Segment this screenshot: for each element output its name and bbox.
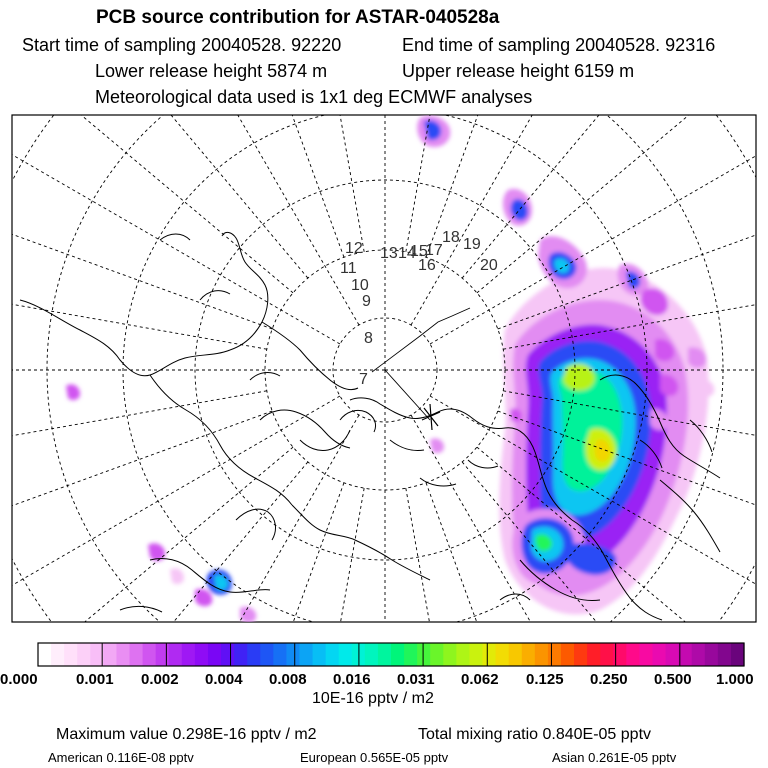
colorbar-cell [574, 643, 588, 666]
meteorological-data-note: Meteorological data used is 1x1 deg ECMWF analyses [95, 87, 533, 107]
traj-label-20: 20 [480, 257, 498, 274]
colorbar-cell [535, 643, 549, 666]
colorbar-cell [143, 643, 157, 666]
colorbar-cell [339, 643, 353, 666]
colorbar-tick-label: 0.125 [526, 671, 564, 688]
colorbar-cell [391, 643, 405, 666]
colorbar-cell [38, 643, 52, 666]
colorbar-cell [705, 643, 719, 666]
colorbar-cell [313, 643, 327, 666]
colorbar-cell [496, 643, 510, 666]
colorbar-cell [718, 643, 732, 666]
colorbar-cell [600, 643, 614, 666]
colorbar-cell [286, 643, 300, 666]
colorbar-cell [666, 643, 680, 666]
colorbar-cell [417, 643, 431, 666]
lower-release-height: Lower release height 5874 m [95, 61, 328, 81]
colorbar-cell [404, 643, 418, 666]
colorbar-cell [234, 643, 248, 666]
colorbar-cell [51, 643, 65, 666]
upper-release-height: Upper release height 6159 m [402, 61, 635, 81]
colorbar-cell [169, 643, 183, 666]
traj-label-12: 12 [345, 240, 363, 257]
end-time: End time of sampling 20040528. 92316 [402, 35, 716, 55]
traj-label-9: 9 [362, 293, 371, 310]
colorbar-tick-label: 0.016 [333, 671, 371, 688]
colorbar-cell [469, 643, 483, 666]
colorbar-cell [639, 643, 653, 666]
plot-title: PCB source contribution for ASTAR-040528a [96, 7, 500, 28]
colorbar-tick-label: 0.500 [654, 671, 692, 688]
traj-label-18: 18 [442, 229, 460, 246]
colorbar-cell [195, 643, 209, 666]
colorbar-cell [103, 643, 117, 666]
colorbar-cell [430, 643, 444, 666]
traj-label-11: 11 [340, 260, 357, 277]
colorbar-tick-label: 0.002 [141, 671, 179, 688]
colorbar-cell [260, 643, 274, 666]
colorbar-cell [561, 643, 575, 666]
colorbar-cell [77, 643, 91, 666]
colorbar-tick-label: 1.000 [716, 671, 754, 688]
european-contribution: European 0.565E-05 pptv [300, 750, 449, 765]
colorbar-tick-label: 0.000 [0, 671, 38, 688]
colorbar-cell [731, 643, 745, 666]
traj-label-7: 7 [359, 371, 368, 388]
colorbar-cell [326, 643, 340, 666]
colorbar-tick-label: 0.004 [205, 671, 243, 688]
traj-label-17: 17 [425, 242, 443, 259]
traj-label-13: 13 [380, 245, 398, 262]
maximum-value: Maximum value 0.298E-16 pptv / m2 [56, 726, 317, 743]
traj-label-16: 16 [418, 257, 436, 274]
colorbar-cell [378, 643, 392, 666]
colorbar-cell [221, 643, 235, 666]
colorbar-cell [156, 643, 170, 666]
colorbar-cell [182, 643, 196, 666]
total-mixing-ratio: Total mixing ratio 0.840E-05 pptv [418, 726, 652, 743]
colorbar-tick-label: 0.031 [397, 671, 435, 688]
traj-label-10: 10 [351, 277, 369, 294]
colorbar-unit: 10E-16 pptv / m2 [312, 690, 434, 707]
colorbar-cell [116, 643, 130, 666]
colorbar-tick-label: 0.062 [461, 671, 499, 688]
colorbar-tick-label: 0.001 [76, 671, 114, 688]
colorbar-cell [273, 643, 287, 666]
colorbar-cell [679, 643, 693, 666]
colorbar-cell [299, 643, 313, 666]
asian-contribution: Asian 0.261E-05 pptv [552, 750, 677, 765]
colorbar-cell [483, 643, 497, 666]
traj-label-14: 14 [398, 245, 416, 262]
colorbar-cell [443, 643, 457, 666]
colorbar-cell [626, 643, 640, 666]
colorbar-cell [548, 643, 562, 666]
colorbar-cell [522, 643, 536, 666]
colorbar-tick-label: 0.008 [269, 671, 307, 688]
colorbar-cell [130, 643, 144, 666]
traj-label-15: 15 [410, 243, 428, 260]
colorbar-cells [38, 643, 745, 666]
colorbar-cell [208, 643, 222, 666]
colorbar-cell [365, 643, 379, 666]
colorbar-tick-label: 0.250 [590, 671, 628, 688]
colorbar-cell [692, 643, 706, 666]
colorbar-cell [509, 643, 523, 666]
colorbar-cell [456, 643, 470, 666]
colorbar-cell [587, 643, 601, 666]
colorbar-cell [652, 643, 666, 666]
start-time: Start time of sampling 20040528. 92220 [22, 35, 342, 55]
traj-label-19: 19 [463, 236, 481, 253]
colorbar-cell [247, 643, 261, 666]
american-contribution: American 0.116E-08 pptv [48, 750, 194, 765]
traj-label-8: 8 [364, 330, 373, 347]
colorbar-cell [64, 643, 78, 666]
